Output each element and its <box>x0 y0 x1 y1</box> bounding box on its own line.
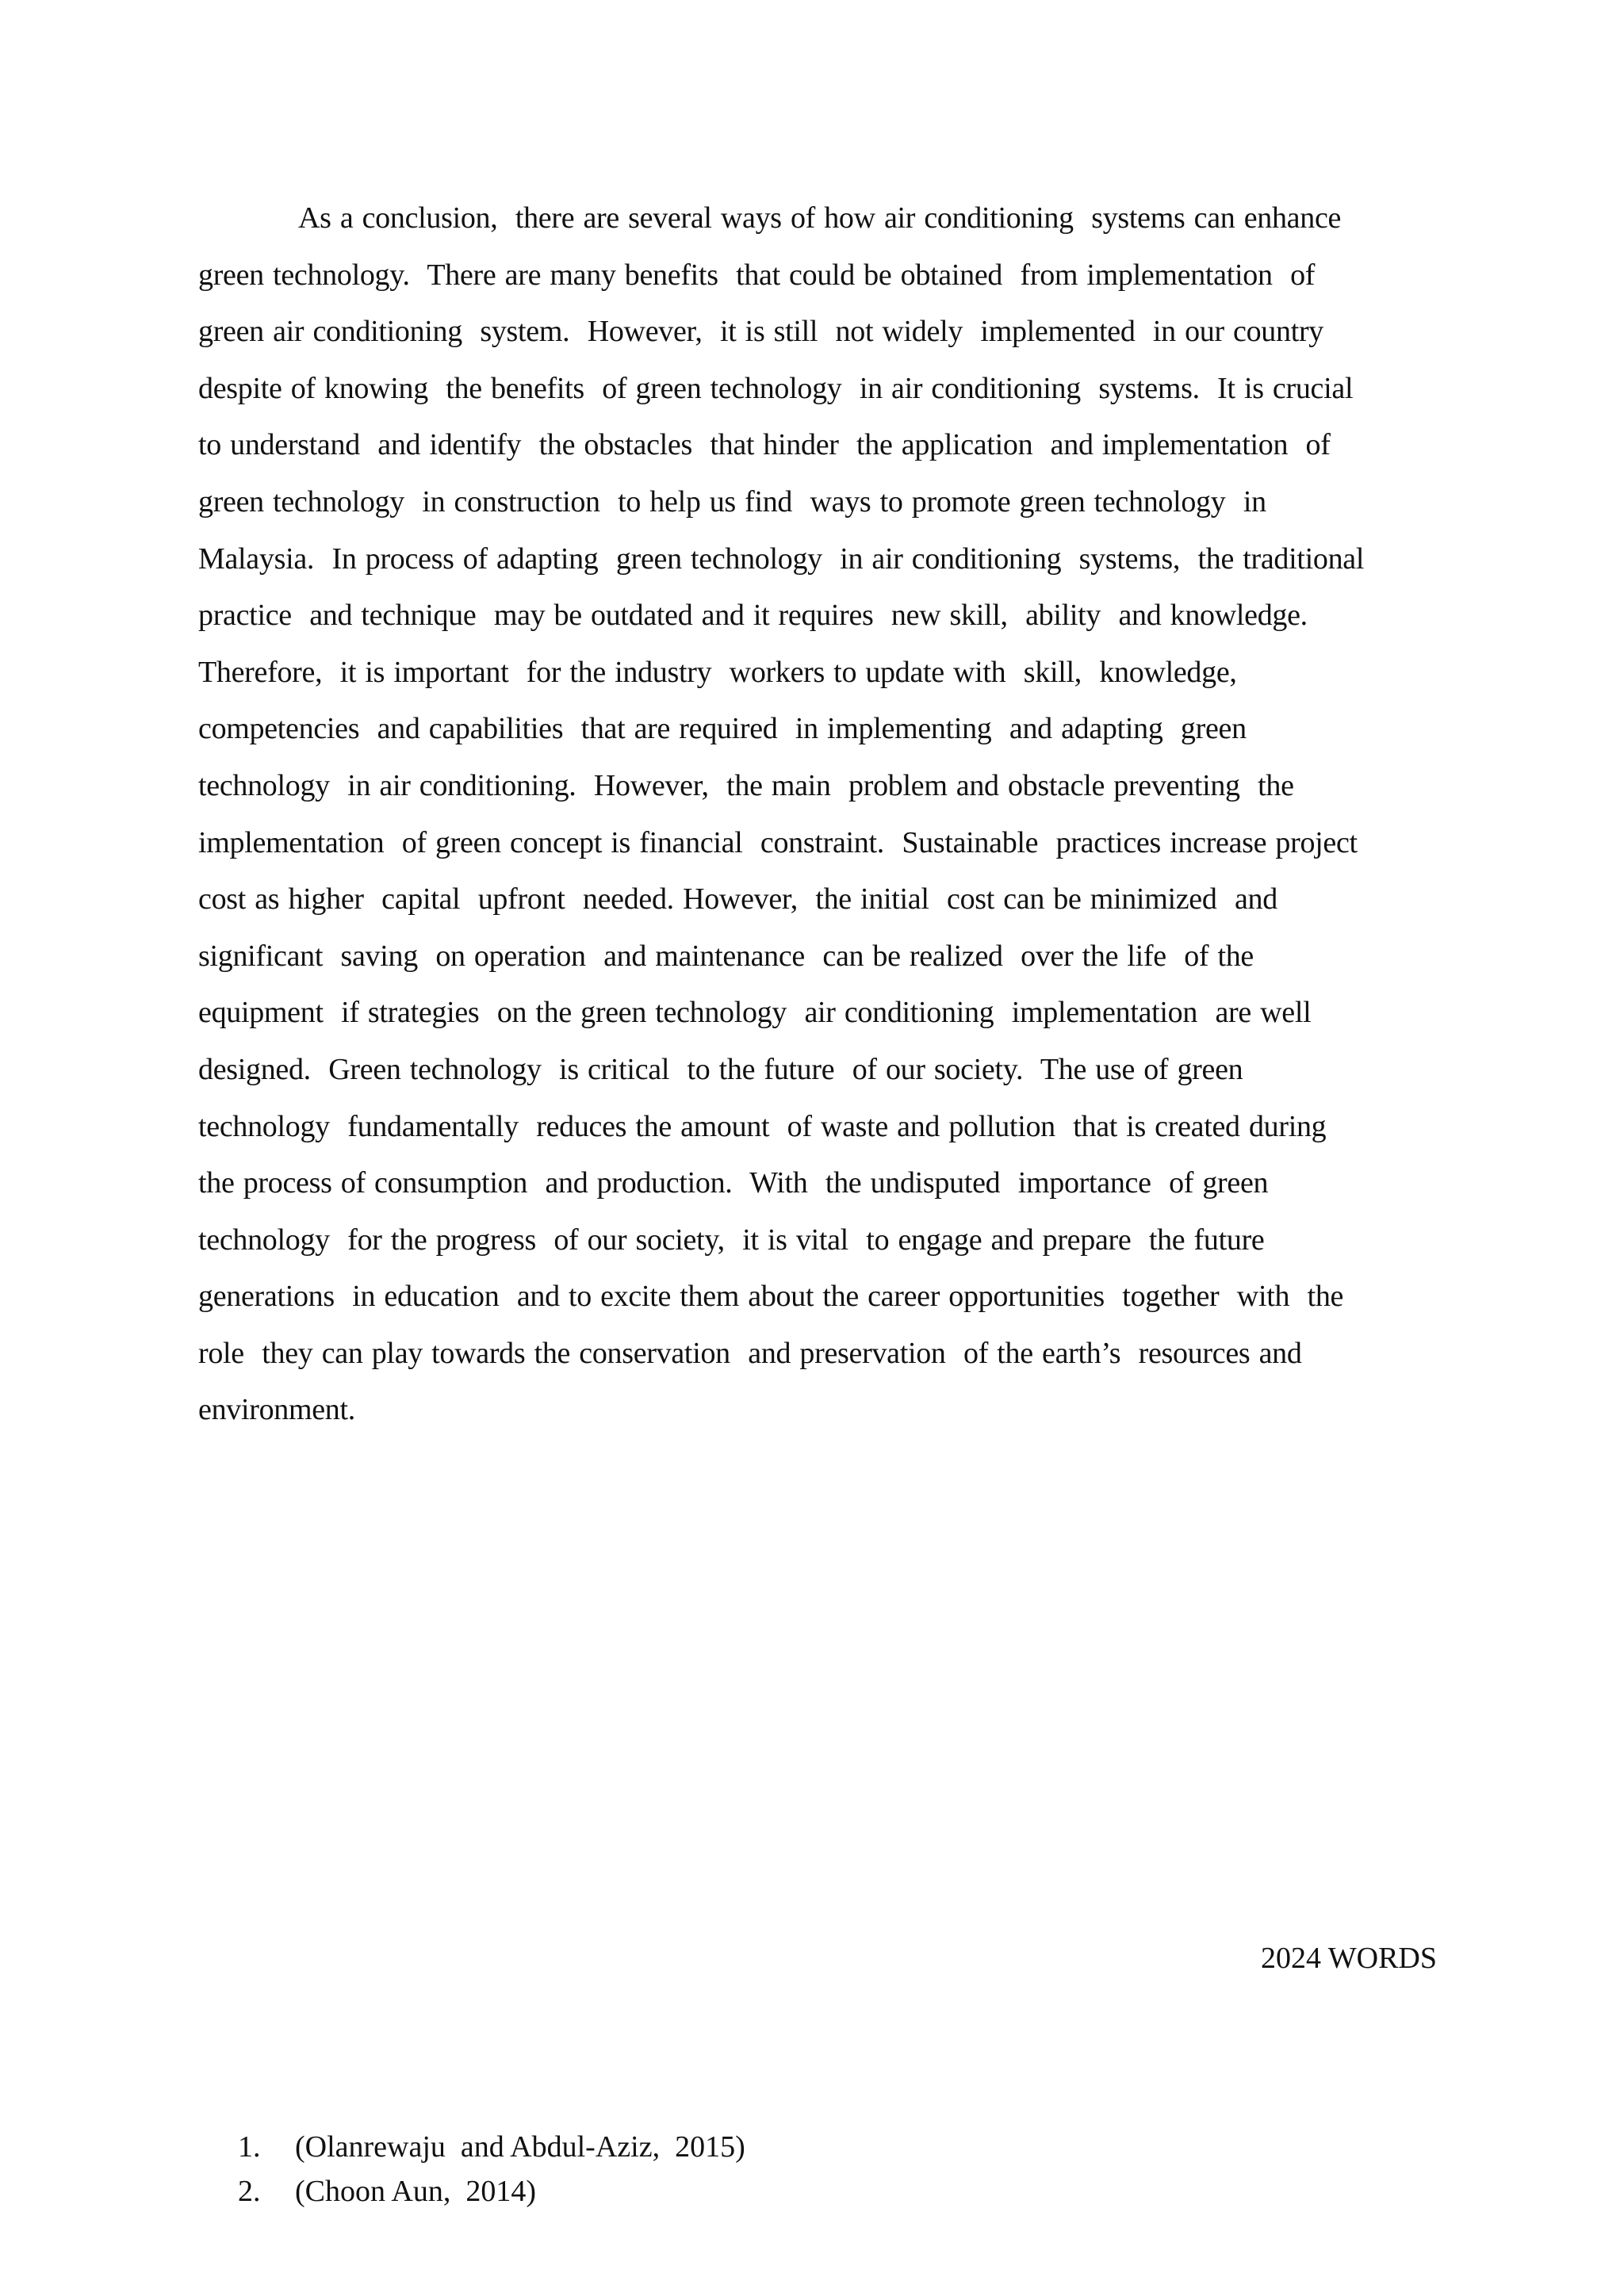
paragraph-line: Malaysia. In process of adapting green technology in air conditioning systems, the traditional <box>198 541 1365 576</box>
reference-text: (Olanrewaju and Abdul-Aziz, 2015) <box>295 2130 745 2164</box>
paragraph-line: cost as higher capital upfront needed. However, the initial cost can be minimized and <box>198 882 1277 916</box>
reference-item <box>238 2169 745 2214</box>
paragraph-line: the process of consumption and production. With the undisputed importance of green <box>198 1166 1269 1200</box>
reference-number: 1. <box>238 2130 261 2164</box>
reference-list <box>238 2125 745 2214</box>
reference-item <box>238 2125 745 2169</box>
paragraph-line: generations in education and to excite them about the career opportunities together with the <box>198 1280 1344 1314</box>
paragraph-line: green technology in construction to help us find ways to promote green technology in <box>198 484 1266 519</box>
paragraph-line: designed. Green technology is critical to the future of our society. The use of green <box>198 1052 1243 1086</box>
paragraph-line: to understand and identify the obstacles that hinder the application and implementation of <box>198 428 1331 462</box>
paragraph-line: implementation of green concept is financial constraint. Sustainable practices increase project <box>198 825 1358 859</box>
paragraph-line: competencies and capabilities that are required in implementing and adapting green <box>198 712 1247 746</box>
conclusion-paragraph <box>198 190 1443 1439</box>
paragraph-line: technology for the progress of our society, it is vital to engage and prepare the future <box>198 1223 1265 1257</box>
paragraph-line: Therefore, it is important for the industry workers to update with skill, knowledge, <box>198 655 1237 689</box>
paragraph-line: green technology. There are many benefits that could be obtained from implementation of <box>198 258 1316 292</box>
paragraph-line: practice and technique may be outdated and it requires new skill, ability and knowledge. <box>198 599 1308 633</box>
paragraph-line: equipment if strategies on the green technology air conditioning implementation are well <box>198 996 1312 1030</box>
paragraph-line: technology fundamentally reduces the amount of waste and pollution that is created during <box>198 1109 1327 1143</box>
word-count-label: 2024 WORDS <box>1260 1942 1437 1975</box>
paragraph-line: environment. <box>198 1393 355 1427</box>
paragraph-line: despite of knowing the benefits of green technology in air conditioning systems. It is crucial <box>198 371 1354 405</box>
paragraph-line: significant saving on operation and maintenance can be realized over the life of the <box>198 939 1254 973</box>
paragraph-line: role they can play towards the conservation and preservation of the earth’s resources and <box>198 1336 1302 1370</box>
reference-number: 2. <box>238 2175 261 2208</box>
paragraph-line: As a conclusion, there are several ways of how air conditioning systems can enhance <box>298 201 1342 235</box>
reference-text: (Choon Aun, 2014) <box>295 2175 536 2208</box>
paragraph-line: green air conditioning system. However, it is still not widely implemented in our country <box>198 315 1324 349</box>
paragraph-line: technology in air conditioning. However, the main problem and obstacle preventing the <box>198 768 1294 802</box>
